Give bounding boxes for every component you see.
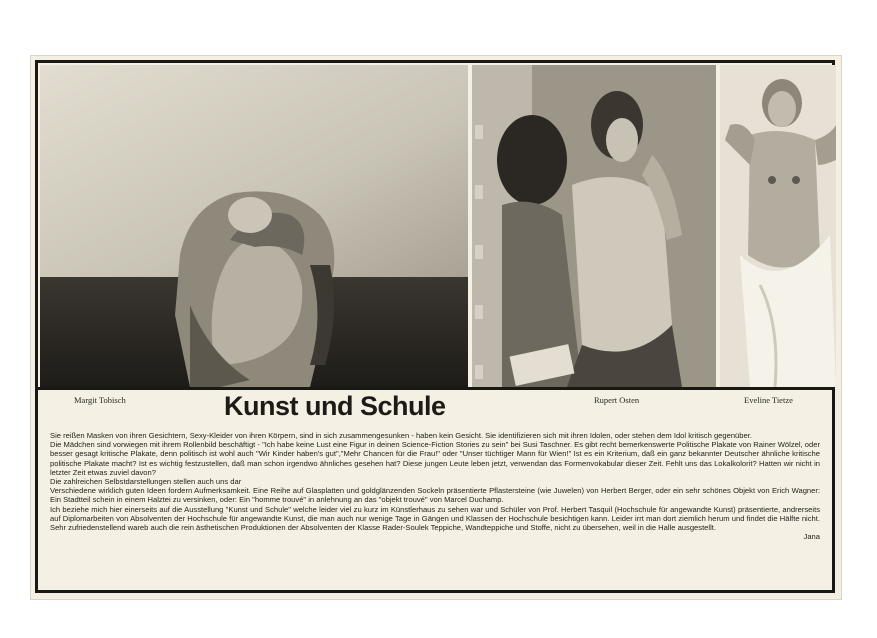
- headline: Kunst und Schule: [224, 391, 446, 421]
- article-paragraph: Verschiedene wirklich guten Ideen fordern Aufmerksamkeit. Eine Reihe auf Glasplatten und goldglänzenden Sockeln präsentierte Pflastersteine (wie Juwelen) von Herbert Berger, oder ein sehr schönes Objekt von Erich Wagner: Ein Stadtteil schein in einem Halztei zu versinken, oder: Ein "homme trouvé" in anlehnung an das "objekt trouvé" von Marcel Duchamp.: [50, 486, 820, 505]
- article-body: [50, 431, 820, 541]
- article-paragraph: Die zahlreichen Selbstdarstellungen stellen auch uns dar: [50, 477, 242, 487]
- article-frame: [35, 60, 835, 593]
- article-paragraph: Ich beziehe mich hier einerseits auf die Ausstellung "Kunst und Schule" welche leider viel zu kurz im Künstlerhaus zu sehen war und Schüler von Prof. Herbert Tasquil (Hochschule für angewandte Kunst) präsentierte, andrerseits auf Diplomarbeiten von Absolventen der Hochschule für angewandte Kunst, die man auch nur wenige Tage in Gängen und Klassen der Hochschule besichtigen kann. Leider irrt man dort ziemlich herum und findet die Hälfte nicht. Sehr zufriedenstellend wareb auch die rein ästhetischen Produktionen der Absolventen der Klasse Rader-Soulek Teppiche, Wandteppiche und Stoffe, nicht zu übersehen, weil in die Halle ausgestellt.: [50, 504, 820, 533]
- photo-divider: [38, 387, 832, 390]
- author-signature: Jana: [803, 532, 820, 542]
- caption-photo-1: Margit Tobisch: [74, 395, 126, 405]
- photo-margit-tobisch: [40, 65, 468, 387]
- caption-photo-3: Eveline Tietze: [744, 395, 793, 405]
- article-paragraph: Die Mädchen sind vorwiegen mit ihrem Rollenbild beschäftigt - "Ich habe keine Lust eine Figur in deinen Science-Fiction Stories zu sein" bei Susi Taschner. Es gibt recht bemerkenswerte Politische Plakate von Rainer Wölzel, oder besser gesagt kritische Plakate, denn politisch ist wohl auch "Wir Kinder haben's gut","Mehr Chancen für die Frau!" oder "Unser tüchtiger Mann für Wien!" Ist es ein Kriterium, daß ein ganz bekannter Deutscher ähnliche kritische politische Plakate macht? Ist es wichtig festzustellen, daß man schon irgendwo ähnliches gesehen hat? Diese jungen Leute leben jetzt, verwendan das Formenvokabular dieser Zeit. Fehlt uns das Lokalkolorit? Hatten wir nicht in letzter Zeit etwas zuviel davon?: [50, 440, 820, 477]
- caption-photo-2: Rupert Osten: [594, 395, 640, 405]
- newspaper-clipping: [30, 55, 842, 600]
- photo-eveline-tietze: [720, 65, 836, 387]
- photo-rupert-osten: [472, 65, 716, 387]
- article-paragraph: Sie reißen Masken von ihren Gesichtern, Sexy-Kleider von ihren Körpern, sind in sich zusammengesunken - haben kein Gesicht. Sie identifizieren sich mit ihren Idolen, oder stehen dem Idol kritisch gegenüber.: [50, 431, 752, 440]
